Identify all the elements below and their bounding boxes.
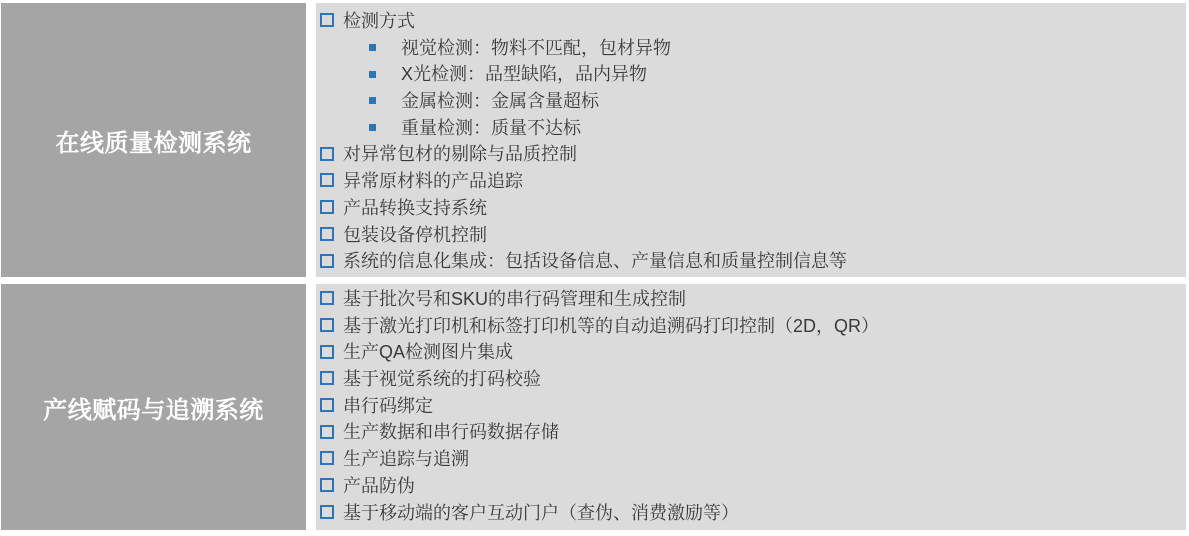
list-item (316, 8, 1186, 35)
item-text: 视觉检测：物料不匹配，包材异物 (401, 37, 671, 58)
item-text: 重量检测：质量不达标 (401, 117, 581, 138)
row-header-cell (1, 284, 306, 530)
square-bullet-icon (320, 291, 334, 305)
item-text: 金属检测：金属含量超标 (401, 91, 599, 112)
list-item (316, 35, 1186, 62)
item-text: 基于移动端的客户互动门户（查伪、消费激励等） (343, 502, 739, 523)
list-item (316, 286, 1186, 313)
row-header-cell (1, 3, 306, 277)
square-bullet-icon (320, 200, 334, 214)
list-item (316, 446, 1186, 473)
square-bullet-icon (369, 71, 376, 78)
item-text: 基于视觉系统的打码校验 (343, 369, 541, 390)
square-bullet-icon (320, 227, 334, 241)
item-list (316, 3, 1186, 275)
column-divider (306, 284, 316, 530)
list-item (316, 168, 1186, 195)
list-item (316, 419, 1186, 446)
item-text: 生产追踪与追溯 (343, 449, 469, 470)
list-item (316, 61, 1186, 88)
item-text: X光检测：品型缺陷，品内异物 (401, 64, 648, 85)
item-text: 基于批次号和SKU的串行码管理和生成控制 (343, 289, 687, 309)
item-text: 生产数据和串行码数据存储 (343, 422, 559, 443)
list-item (316, 141, 1186, 168)
item-text: 包装设备停机控制 (343, 224, 487, 245)
row-content-cell (316, 284, 1186, 530)
item-text: 对异常包材的剔除与品质控制 (343, 144, 577, 165)
list-item (316, 248, 1186, 275)
square-bullet-icon (320, 173, 334, 187)
item-text: 生产QA检测图片集成 (343, 342, 514, 363)
list-item (316, 222, 1186, 249)
square-bullet-icon (320, 318, 334, 332)
square-bullet-icon (320, 451, 334, 465)
square-bullet-icon (320, 398, 334, 412)
item-text: 系统的信息化集成：包括设备信息、产量信息和质量控制信息等 (343, 251, 847, 272)
list-item (316, 195, 1186, 222)
table (1, 3, 1186, 530)
square-bullet-icon (320, 345, 334, 359)
item-list (316, 284, 1186, 526)
square-bullet-icon (369, 97, 376, 104)
list-item (316, 313, 1186, 340)
table-row (1, 3, 1186, 277)
list-item (316, 500, 1186, 527)
square-bullet-icon (369, 44, 376, 51)
table-row (1, 284, 1186, 530)
list-item (316, 88, 1186, 115)
square-bullet-icon (320, 13, 334, 27)
list-item (316, 473, 1186, 500)
square-bullet-icon (369, 124, 376, 131)
item-text: 异常原材料的产品追踪 (343, 171, 523, 192)
row-header: 在线质量检测系统 (55, 129, 252, 157)
list-item (316, 393, 1186, 420)
square-bullet-icon (320, 254, 334, 268)
item-text: 串行码绑定 (343, 395, 433, 416)
item-text: 基于激光打印机和标签打印机等的自动追溯码打印控制（2D，QR） (343, 315, 880, 336)
list-item (316, 366, 1186, 393)
list-item (316, 115, 1186, 142)
row-header: 产线赋码与追溯系统 (43, 396, 264, 424)
column-divider (306, 3, 316, 277)
row-content-cell (316, 3, 1186, 277)
square-bullet-icon (320, 478, 334, 492)
square-bullet-icon (320, 147, 334, 161)
square-bullet-icon (320, 371, 334, 385)
square-bullet-icon (320, 505, 334, 519)
item-text: 产品转换支持系统 (343, 197, 487, 218)
item-text: 产品防伪 (343, 475, 415, 496)
square-bullet-icon (320, 425, 334, 439)
item-text: 检测方式 (343, 11, 415, 31)
list-item (316, 339, 1186, 366)
